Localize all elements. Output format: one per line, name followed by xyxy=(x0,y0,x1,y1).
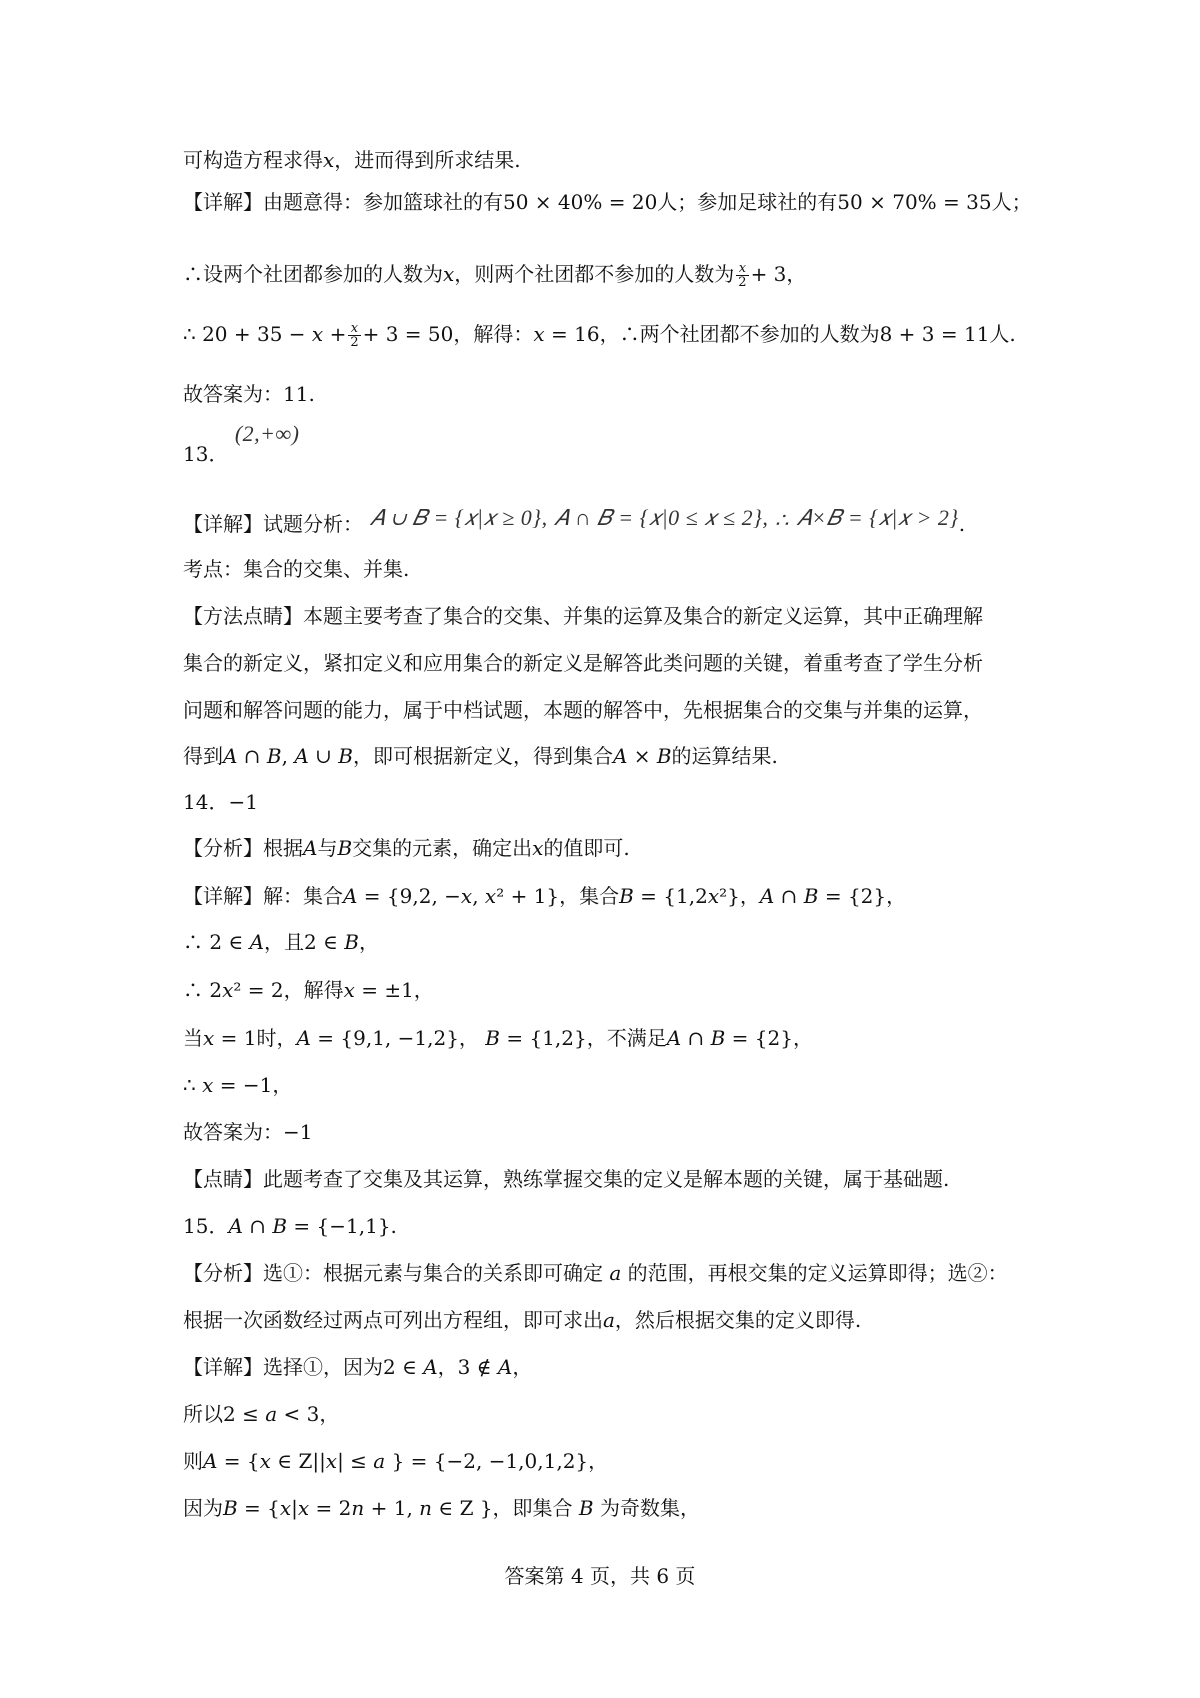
question-number: 13． xyxy=(183,442,229,466)
text-line: 【详解】选择①，因为2 ∈ 𝐴，3 ∉ 𝐴， xyxy=(183,1355,533,1379)
text-line: 则𝐴 = {𝑥 ∈ Z||𝑥| ≤ 𝑎 } = {−2, −1,0,1,2}， xyxy=(183,1449,609,1473)
fraction-numerator: 𝑥 xyxy=(736,262,748,276)
text-line: 【方法点睛】本题主要考查了集合的交集、并集的运算及集合的新定义运算，其中正确理解 xyxy=(183,604,983,628)
text-line: 得到𝐴 ∩ 𝐵, 𝐴 ∪ 𝐵，即可根据新定义，得到集合𝐴 × 𝐵的运算结果. xyxy=(183,744,778,768)
fraction xyxy=(736,262,748,289)
text-line xyxy=(183,421,1043,468)
text-line xyxy=(183,260,1043,289)
text-line: 因为𝐵 = {𝑥|𝑥 = 2𝑛 + 1, 𝑛 ∈ Z }，即集合 𝐵 为奇数集， xyxy=(183,1496,700,1520)
fraction-numerator: 𝑥 xyxy=(348,322,360,336)
text-segment: + 3， xyxy=(750,262,807,286)
text-line: 考点：集合的交集、并集. xyxy=(183,557,410,581)
text-line: 【点睛】此题考查了交集及其运算，熟练掌握交集的定义是解本题的关键，属于基础题. xyxy=(183,1167,950,1191)
text-line: 故答案为：11. xyxy=(183,382,315,406)
text-line: 故答案为：−1 xyxy=(183,1120,313,1144)
text-segment: + 3 = 50，解得：𝑥 = 16，∴两个社团都不参加的人数为8 + 3 = 11人. xyxy=(362,322,1016,346)
text-line: 【分析】根据𝐴与𝐵交集的元素，确定出𝑥的值即可. xyxy=(183,836,630,860)
answer-formula: (2,+∞) xyxy=(234,421,300,446)
text-line: 集合的新定义，紧扣定义和应用集合的新定义是解答此类问题的关键，着重考查了学生分析 xyxy=(183,651,983,675)
text-line: 当𝑥 = 1时，𝐴 = {9,1, −1,2}， 𝐵 = {1,2}，不满足𝐴 ∩ 𝐵 = {2}， xyxy=(183,1026,813,1050)
text-segment: ∴ 20 + 35 − 𝑥 + xyxy=(183,322,347,346)
text-line: ∴ 2𝑥² = 2，解得𝑥 = ±1， xyxy=(183,978,434,1002)
text-line: 【详解】由题意得：参加篮球社的有50 × 40% = 20人；参加足球社的有50 × 70% = 35人； xyxy=(183,190,1032,214)
text-line: 所以2 ≤ 𝑎 < 3， xyxy=(183,1402,340,1426)
detail-formula: 𝐴 ∪ 𝐵 = {𝑥|𝑥 ≥ 0}, 𝐴 ∩ 𝐵 = {𝑥|0 ≤ 𝑥 ≤ 2}, ∴ 𝐴×𝐵 = {𝑥|𝑥 > 2} xyxy=(369,505,959,530)
text-line: 可构造方程求得𝑥，进而得到所求结果. xyxy=(183,148,521,172)
text-line: 15．𝐴 ∩ 𝐵 = {−1,1}. xyxy=(183,1214,397,1238)
text-line: 14．−1 xyxy=(183,790,258,814)
text-line: 【详解】解：集合𝐴 = {9,2, −𝑥, 𝑥² + 1}，集合𝐵 = {1,2𝑥²}，𝐴 ∩ 𝐵 = {2}， xyxy=(183,884,907,908)
fraction-denominator: 2 xyxy=(350,335,359,350)
text-segment: 【详解】试题分析： xyxy=(183,512,363,536)
text-segment: ∴设两个社团都参加的人数为𝑥，则两个社团都不参加的人数为 xyxy=(183,262,735,286)
text-line: ∴ 2 ∈ 𝐴，且2 ∈ 𝐵， xyxy=(183,930,379,954)
text-line xyxy=(183,505,1043,538)
text-line: ∴ 𝑥 = −1， xyxy=(183,1073,293,1097)
fraction-denominator: 2 xyxy=(738,275,747,290)
text-segment: . xyxy=(958,512,966,536)
text-line: 【分析】选①：根据元素与集合的关系即可确定 𝑎 的范围，再根交集的定义运算即得；选②： xyxy=(183,1261,1008,1285)
fraction xyxy=(348,322,360,349)
text-line xyxy=(183,320,1043,349)
text-line: 问题和解答问题的能力，属于中档试题，本题的解答中，先根据集合的交集与并集的运算， xyxy=(183,698,983,722)
page-footer: 答案第 4 页，共 6 页 xyxy=(504,1564,696,1588)
text-line: 根据一次函数经过两点可列出方程组，即可求出𝑎，然后根据交集的定义即得. xyxy=(183,1308,862,1332)
